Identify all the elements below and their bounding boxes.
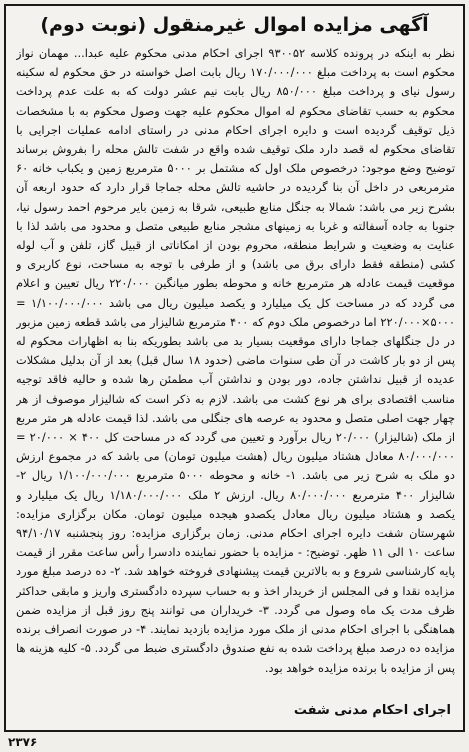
reference-number: ۲۳۷۶ bbox=[8, 735, 38, 749]
notice-body-paragraph: نظر به اینکه در پرونده کلاسه ۹۳۰۰۵۲ اجرای احکام مدنی محکوم علیه عبدا... مهمان نواز محکوم است به پرداخت مبلغ ۱۷۰/۰۰۰/۰۰۰ ریال بابت اصل خواسته در حق محکوم له سکینه رسول نیای و پرداخت مبلغ ۸۵۰/۰۰۰ ریال بابت نیم عشر دولت که به علت عدم پرداخت محکوم به حسب تقاضای محکوم له اموال محکوم علیه جهت وصول محکوم به با مشخصات ذیل توقیف گردیده است و دایره اجرای احکام مدنی در راستای ادامه عملیات اجرایی با تقاضای محکوم له قصد دارد ملک توقیف شده واقع در شفت تالش محله را بفروش برساند توضیح وضع موجود: درخصوص ملک اول که مشتمل بر ۵۰۰۰ مترمربع زمین و یکباب خانه ۶۰ مترمربعی در داخل آن بنا گردیده در حاشیه تالش محله جماجا قرار دارد که حدود اربعه آن بشرح زیر می باشد: شمالا به جنگل منابع طبیعی، شرقا به زمین بایر مرحوم احمد رسول نیا، جنوبا به جاده آسفالته و غربا به زمینهای مشجر منابع طبیعی متصل و محدود می باشد لذا با عنایت به وضعیت و شرایط منطقه، محروم بودن از امکاناتی از قبیل گاز، تلفن و آب لوله کشی (منطقه فقط دارای برق می باشد) و از طرفی با توجه به مساحت، نوع کاربری و موقعیت قیمت عادله هر مترمربع خانه و محوطه بطور میانگین ۲۲۰/۰۰۰ ریال تعیین و اعلام می گردد که در مساحت کل یک میلیارد و یکصد میلیون ریال می باشد ۱/۱۰۰/۰۰۰/۰۰۰ = ۵۰۰۰×۲۲۰/۰۰۰ اما درخصوص ملک دوم که ۴۰۰ مترمربع شالیزار می باشد قطعه زمین مزبور در دل جنگلهای جماجا دارای موقعیت بسیار بد می باشد بطوریکه بنا به اظهارات محکوم له پس از دو بار کاشت در آن طی سنوات ماضی (حدود ۱۸ سال قبل) بعد از آن بدلیل مشکلات عدیده از قبیل نداشتن جاده، دور بودن و نداشتن آب مطمئن رها شده و حالیه فاقد توجیه مناسب اقتصادی برای هر نوع کشت می باشد. لازم به ذکر است که شالیزار موصوف از هر چهار جهت اصلی متصل و محدود به عرصه های جنگلی می باشد. لذا قیمت عادله هر متر مربع از ملک (شالیزار) ۲۰/۰۰۰ ریال برآورد و تعیین می گردد که در مساحت کل ۴۰۰ × ۲۰/۰۰۰ = ۸۰/۰۰۰/۰۰۰ معادل هشتاد میلیون ریال (هشت میلیون تومان) می باشد که در مجموع ارزش دو ملک به شرح زیر می باشد. ۱- خانه و محوطه ۵۰۰۰ مترمربع ۱/۱۰۰/۰۰۰/۰۰۰ ریال ۲- شالیزار ۴۰۰ مترمربع ۸۰/۰۰۰/۰۰۰ ریال. ارزش ۲ ملک ۱/۱۸۰/۰۰۰/۰۰۰ ریال یک میلیارد و یکصد و هشتاد میلیون ریال معادل یکصدو هیجده میلیون تومان. مکان برگزاری مزایده: شهرستان شفت دایره اجرای احکام مدنی. زمان برگزاری مزایده: روز پنجشنبه ۹۴/۱۰/۱۷ ساعت ۱۰ الی ۱۱ ظهر. توضیح: - مزایده با حضور نماینده دادسرا رأس ساعت مقرر از قیمت پایه کارشناسی شروع و به بالاترین قیمت پیشنهادی فروخته خواهد شد. ۲- ده درصد مبلغ مورد مزایده نقدا و فی المجلس از خریدار اخذ و به حساب سپرده دادگستری واریز و مابقی حداکثر ظرف مدت یک ماه وصول می گردد. ۳- خریداران می توانند پنج روز قبل از مزایده ضمن هماهنگی با اجرای احکام مدنی از ملک مورد مزایده بازدید نمایند. ۴- در صورت انصراف برنده مزایده ده درصد مبلغ پرداخت شده به نفع صندوق دادگستری ضبط می گردد. ۵- کلیه هزینه ها پس از مزایده با برنده مزایده خواهد بود. bbox=[16, 46, 455, 675]
notice-body bbox=[16, 44, 455, 696]
notice-title: آگهی مزایده اموال غیرمنقول (نوبت دوم) bbox=[40, 14, 429, 36]
issuer-signature: اجرای احکام مدنی شفت bbox=[293, 703, 451, 718]
notice-frame bbox=[4, 4, 465, 732]
